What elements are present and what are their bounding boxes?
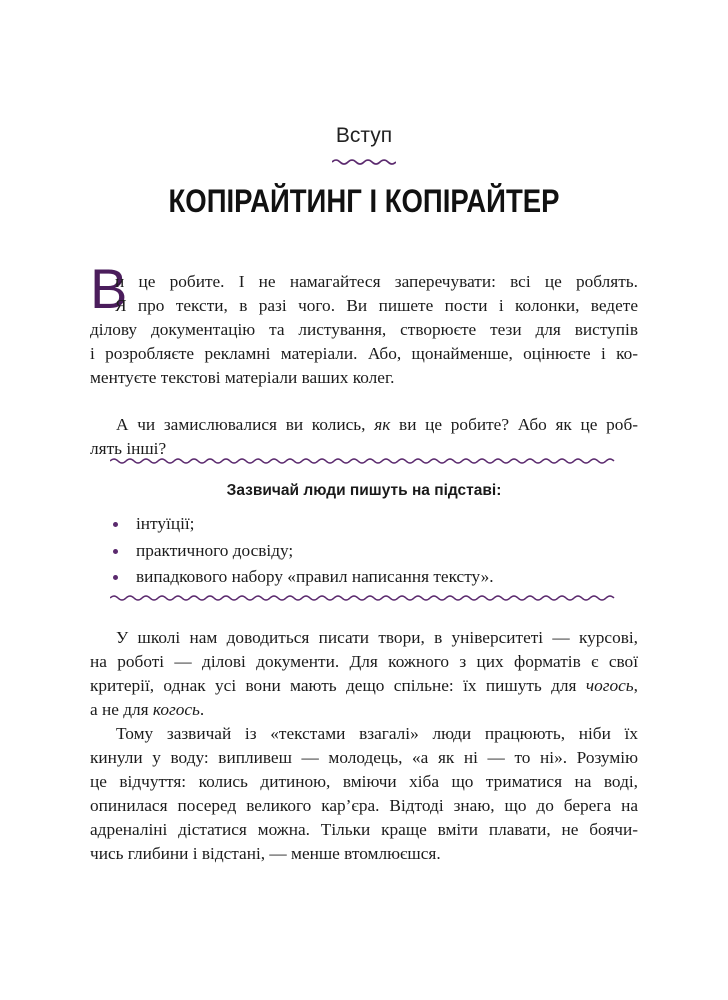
box-title: Зазвичай люди пишуть на підставі: xyxy=(226,482,502,499)
water-paragraph xyxy=(90,722,638,866)
text-line: а не для когось. xyxy=(90,700,205,719)
text-line: и це робите. І не намагайтеся заперечувати: всі це роблять. xyxy=(115,272,638,291)
text-line: А чи замислювалися ви колись, як ви це робите? Або як це роб- xyxy=(116,415,638,434)
list-item: випадкового набору «правил написання тексту». xyxy=(110,564,494,590)
text-line: лять інші? xyxy=(90,439,167,458)
text-line: ділову документацію та листування, створюєте тези для виступів xyxy=(90,320,638,339)
section-wave-divider xyxy=(332,158,396,166)
emphasis: чогось xyxy=(585,676,634,695)
school-paragraph xyxy=(90,626,638,722)
box-wave-divider-bottom xyxy=(110,594,616,602)
text-line: критерії, однак усі вони мають дещо спільне: їх пишуть для чогось, xyxy=(90,676,638,695)
box-wave-divider-top xyxy=(110,457,616,465)
text-line: адреналіні дістатися можна. Тільки краще вміти плавати, не боячи- xyxy=(90,820,638,839)
bullet-list xyxy=(110,511,494,591)
text-line: і розробляєте рекламні матеріали. Або, щонайменше, оцінюєте і ко- xyxy=(90,344,638,363)
intro-paragraph xyxy=(90,270,638,390)
text-line: кинули у воду: випливеш — молодець, «а як ні — то ні». Розумію xyxy=(90,748,638,767)
text-line: Я про тексти, в разі чого. Ви пишете пости і колонки, ведете xyxy=(115,296,638,315)
text-line: на роботі — ділові документи. Для кожного з цих форматів є свої xyxy=(90,652,638,671)
chapter-title: КОПІРАЙТИНГ І КОПІРАЙТЕР xyxy=(168,183,560,219)
bullet-icon xyxy=(113,522,118,527)
section-label: Вступ xyxy=(335,124,393,147)
emphasis: як xyxy=(374,415,391,434)
text-line: це відчуття: колись дитиною, вміючи хіба що триматися на воді, xyxy=(90,772,638,791)
bullet-icon xyxy=(113,549,118,554)
text-line: чись глибини і відстані, — менше втомлюєшся. xyxy=(90,844,441,863)
list-item: практичного досвіду; xyxy=(110,538,494,564)
text-line: ментуєте текстові матеріали ваших колег. xyxy=(90,368,395,387)
bullet-icon xyxy=(113,575,118,580)
text-line: опинилася посеред великого кар’єра. Відтоді знаю, що до берега на xyxy=(90,796,638,815)
drop-cap: В xyxy=(90,257,128,320)
question-paragraph xyxy=(90,413,638,461)
text-line: Тому зазвичай із «текстами взагалі» люди працюють, ніби їх xyxy=(116,724,638,743)
emphasis: когось xyxy=(152,700,200,719)
text-line: У школі нам доводиться писати твори, в університеті — курсові, xyxy=(116,628,638,647)
list-item: інтуїції; xyxy=(110,511,494,537)
